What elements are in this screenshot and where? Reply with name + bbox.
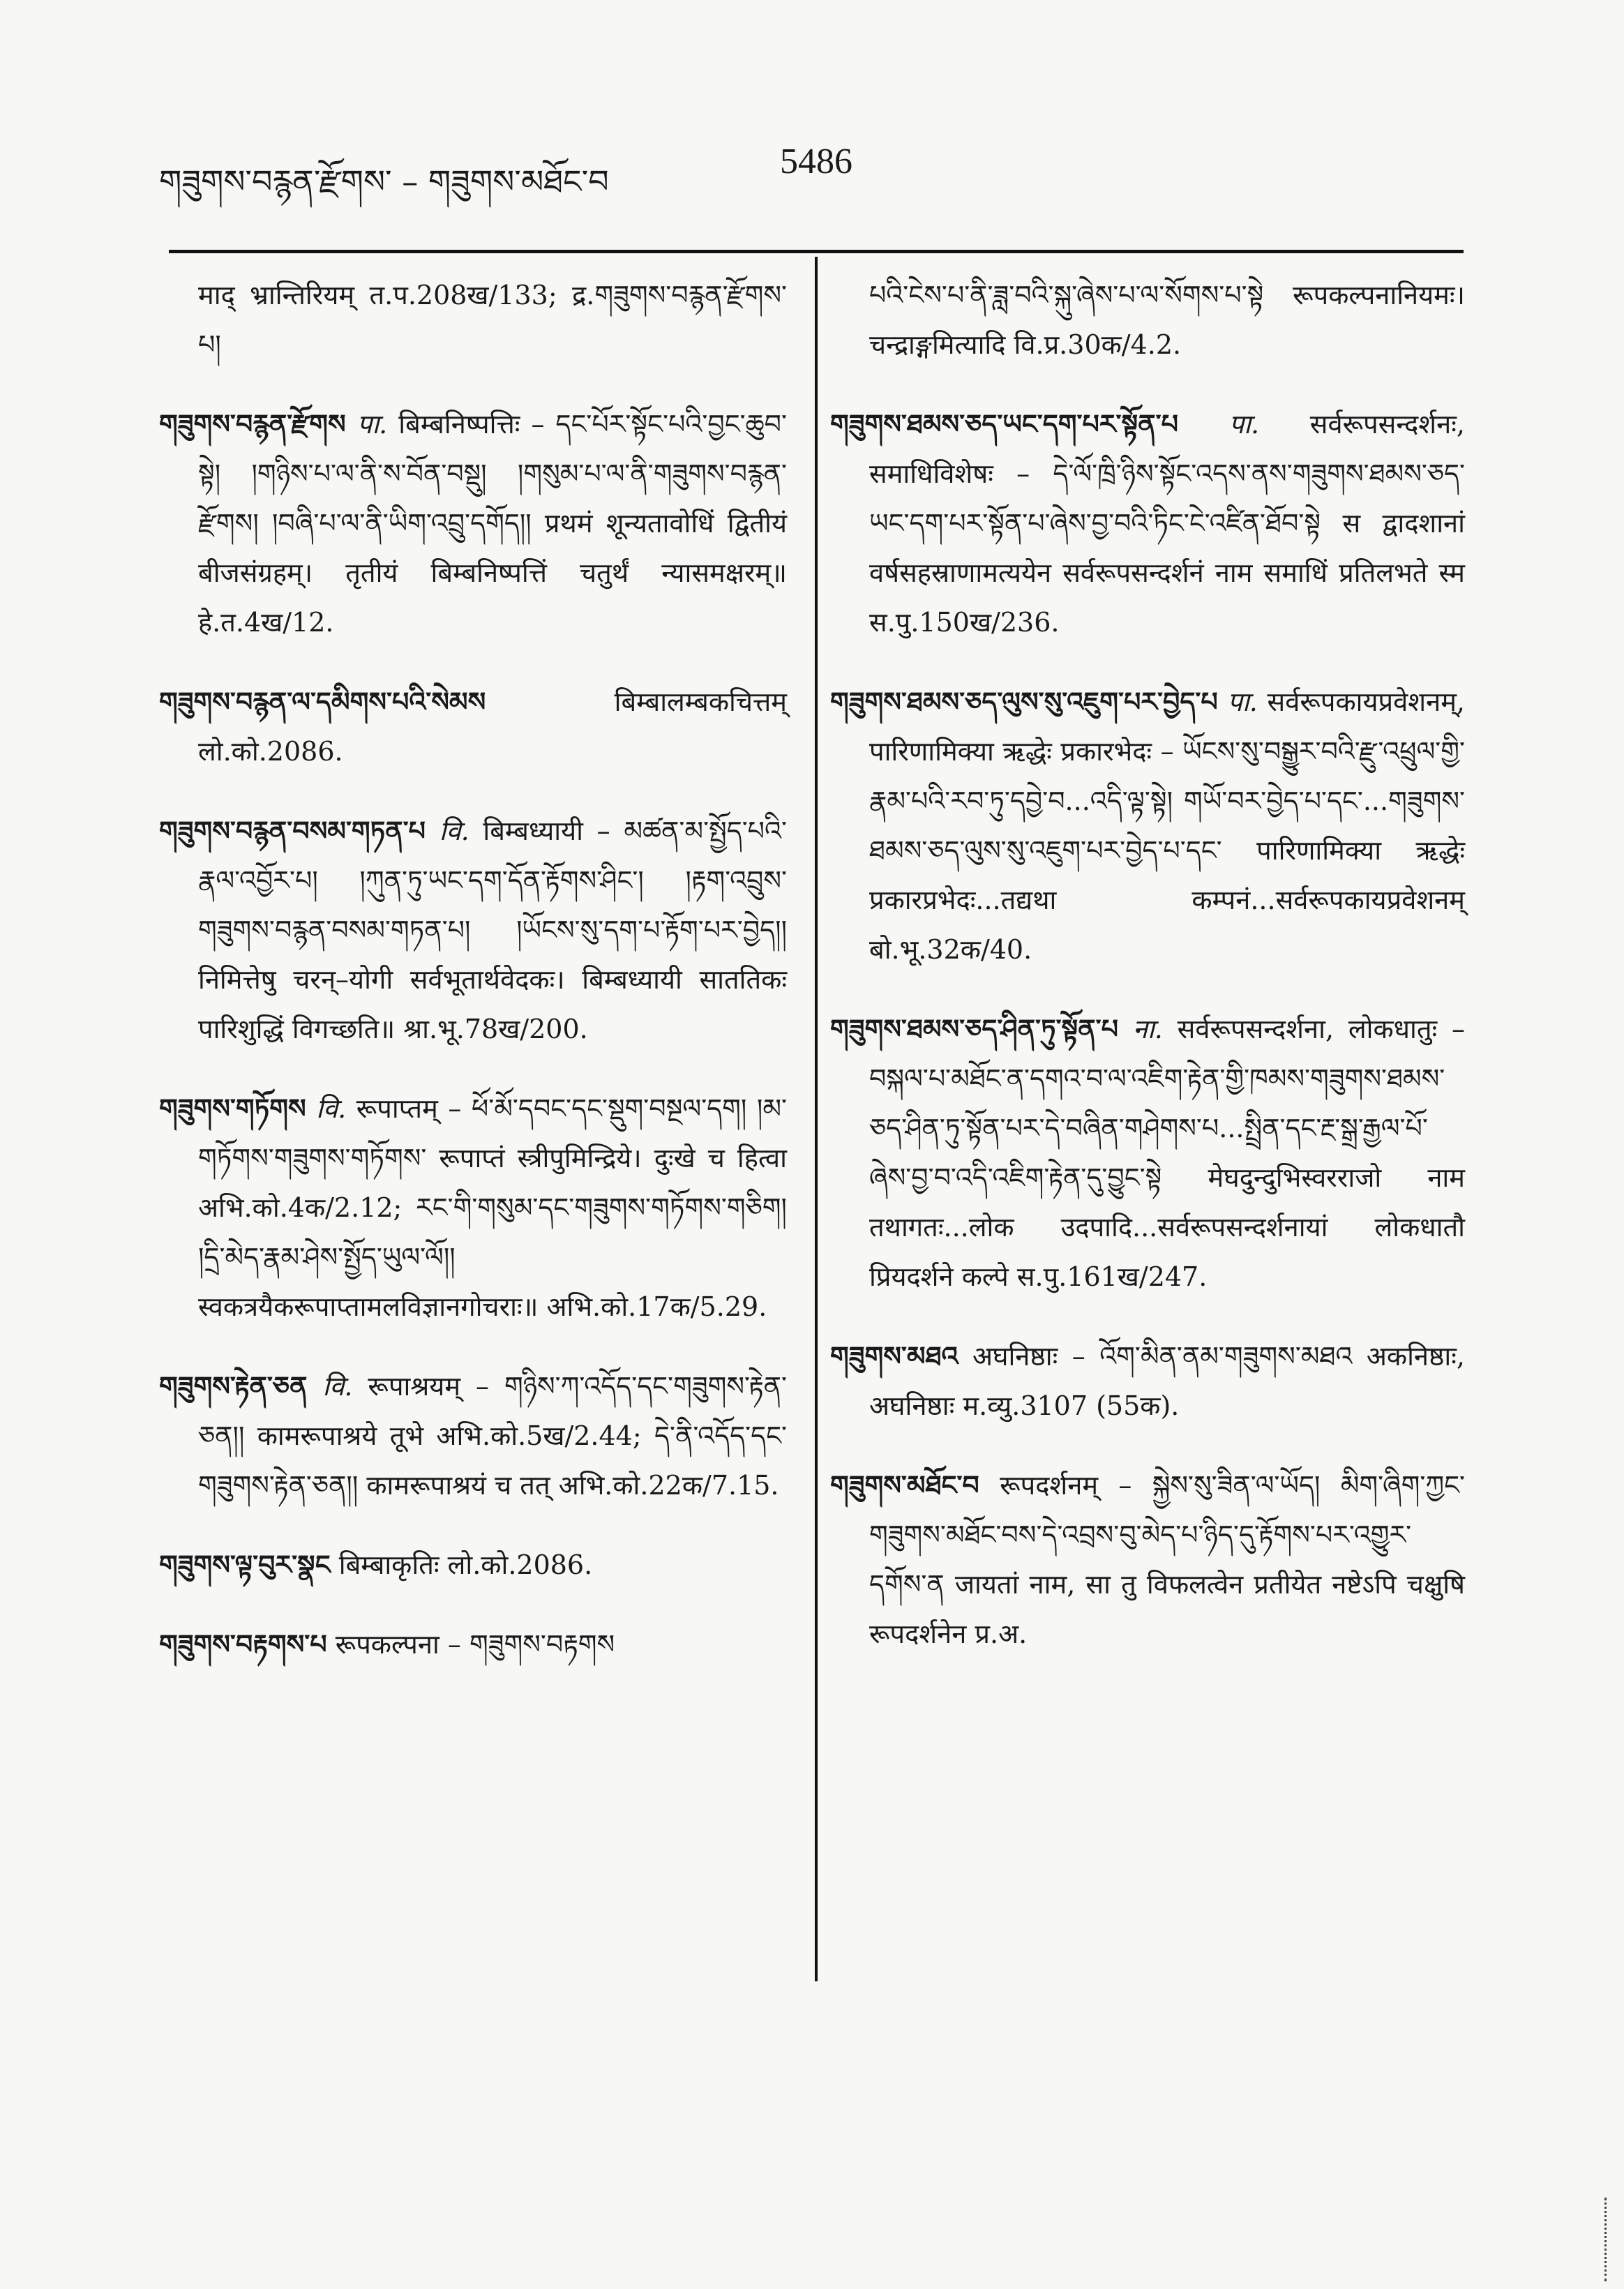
dictionary-entry bbox=[830, 1460, 1465, 1659]
entry-headword: གཟུགས་བརྙན་རྫོགས bbox=[159, 408, 346, 440]
dictionary-entry bbox=[159, 1619, 787, 1669]
entry-text: बिम्बनिष्पत्तिः – དང་པོར་སྟོང་པའི་བྱང་ཆུབ་སྟེ། །གཉིས་པ་ལ་ནི་ས་བོན་བསྡུ། །གསུམ་པ་ལ་ནི་གཟུགས་བརྙན་རྫོགས། །བཞི་པ་ལ་ནི་ཡིག་འབྲུ་དགོད།། प्रथमं शून्यतावोधिं द्वितीयं बीजसंग्रहम्। तृतीयं बिम्बनिष्पत्तिं चतुर्थं न्यासमक्षरम्॥ हे.त.4ख/12. bbox=[198, 409, 787, 638]
dictionary-entry bbox=[159, 1083, 787, 1332]
entry-pos: पा. bbox=[1228, 409, 1260, 440]
dictionary-entry bbox=[830, 1331, 1465, 1431]
dictionary-entry bbox=[830, 677, 1465, 975]
entry-text: अघनिष्ठाः – འོག་མིན་ནམ་གཟུགས་མཐའ अकनिष्ठाः, अघनिष्ठाः म.व्यु.3107 (55क). bbox=[869, 1341, 1465, 1421]
entry-text: པའི་ངེས་པ་ནི་ཟླ་བའི་སྐུ་ཞེས་པ་ལ་སོགས་པ་སྟེ रूपकल्पनानियमः। चन्द्राङ्गमित्यादि वि.प्र.30क/4.2. bbox=[869, 280, 1465, 360]
entry-text: बिम्बध्यायी – མཚན་མ་སྤྱོད་པའི་རྣལ་འབྱོར་པ། །ཀུན་ཏུ་ཡང་དག་དོན་རྟོགས་ཤིང་། །རྟག་འབྲུས་གཟུགས་བརྙན་བསམ་གཏན་པ། །ཡོངས་སུ་དག་པ་རྟོག་པར་བྱེད།། निमित्तेषु चरन्–योगी सर्वभूतार्थवेदकः। बिम्बध्यायी साततिकः पारिशुद्धिं विगच्छति॥ श्रा.भू.78ख/200. bbox=[198, 816, 787, 1044]
entry-text: सर्वरूपसन्दर्शना, लोकधातुः – བསྐལ་པ་མཐོང་ན་དགའ་བ་ལ་འཇིག་རྟེན་གྱི་ཁམས་གཟུགས་ཐམས་ཅད་ཤིན་ཏུ་སྟོན་པར་དེ་བཞིན་གཤེགས་པ...སྤྲིན་དང་རྔ་སྒྲ་རྒྱལ་པོ་ཞེས་བྱ་བ་འདི་འཇིག་རྟེན་དུ་བྱུང་སྟེ मेघदुन्दुभिस्वरराजो नाम तथागतः...लोक उदपादि...सर्वरूपसन्दर्शनायां लोकधातौ प्रियदर्शने कल्पे स.पु.161ख/247. bbox=[869, 1014, 1465, 1292]
entry-text: बिम्बाकृतिः लो.को.2086. bbox=[338, 1549, 593, 1580]
entry-headword: གཟུགས་མཐའ bbox=[830, 1340, 958, 1372]
dictionary-entry bbox=[159, 399, 787, 647]
entry-text: माद् भ्रान्तिरियम् त.प.208ख/133; द्र.གཟུགས་བརྙན་རྫོགས་པ། bbox=[198, 280, 787, 360]
column-divider bbox=[815, 257, 818, 1981]
entry-headword: གཟུགས་བརྙན་བསམ་གཏན་པ bbox=[159, 815, 426, 846]
dictionary-entry bbox=[159, 1361, 787, 1510]
entry-headword: གཟུགས་བརྙན་ལ་དམིགས་པའི་སེམས bbox=[159, 686, 486, 717]
entry-pos: वि. bbox=[322, 1371, 353, 1402]
dictionary-entry bbox=[830, 399, 1465, 647]
dictionary-entry bbox=[159, 271, 787, 370]
entry-pos: पा. bbox=[356, 409, 388, 440]
dictionary-entry bbox=[159, 677, 787, 776]
entry-headword: གཟུགས་མཐོང་བ bbox=[830, 1469, 979, 1501]
running-head: གཟུགས་བརྙན་རྫོགས་ – གཟུགས་མཐོང་བ bbox=[159, 163, 609, 200]
dictionary-entry bbox=[830, 1004, 1465, 1302]
entry-text: बिम्बालम्बकचित्तम् लो.को.2086. bbox=[198, 686, 787, 767]
dictionary-entry bbox=[830, 271, 1465, 370]
entry-text: रूपकल्पना – གཟུགས་བརྟགས bbox=[335, 1629, 615, 1660]
entry-text: रूपाश्रयम् – གཉིས་ཀ་འདོད་དང་གཟུགས་རྟེན་ཅན།། कामरूपाश्रये तूभे अभि.को.5ख/2.44; དེ་ནི་འདོད་དང་གཟུགས་རྟེན་ཅན།། कामरूपाश्रयं च तत् अभि.को.22क/7.15. bbox=[198, 1371, 787, 1501]
entry-pos: पा. bbox=[1227, 686, 1258, 717]
entry-pos: ना. bbox=[1132, 1014, 1163, 1044]
right-column bbox=[830, 271, 1465, 1688]
entry-text: रूपदर्शनम् – སྐྱེས་སུ་ཟིན་ལ་ཡོད། མིག་ཞིག་ཀྱང་གཟུགས་མཐོང་བས་དེ་འབྲས་བུ་མེད་པ་ཉིད་དུ་རྟོགས་པར་འགྱུར་དགོས་ན जायतां नाम, सा तु विफलत्वेन प्रतीयेत नष्टेऽपि चक्षुषि रूपदर्शनेन प्र.अ. bbox=[869, 1470, 1465, 1649]
entry-text: रूपाप्तम् – ཕོ་མོ་དབང་དང་སྡུག་བསྔལ་དག། །མ་གཏོགས་གཟུགས་གཏོགས་ रूपाप्तं स्त्रीपुमिन्द्रिये। दुःखे च हित्वा अभि.को.4क/2.12; རང་གི་གསུམ་དང་གཟུགས་གཏོགས་གཅིག། །དྲི་མེད་རྣམ་ཤེས་སྤྱོད་ཡུལ་ལོ།། स्वकत्रयैकरूपाप्तामलविज्ञानगोचराः॥ अभि.को.17क/5.29. bbox=[198, 1093, 787, 1322]
page-number: 5486 bbox=[780, 142, 852, 181]
entry-headword: གཟུགས་བརྟགས་པ bbox=[159, 1628, 327, 1660]
entry-text: सर्वरूपसन्दर्शनः, समाधिविशेषः – དེ་ལོ་ཁྲི་ཉིས་སྟོང་འདས་ནས་གཟུགས་ཐམས་ཅད་ཡང་དག་པར་སྟོན་པ་ཞེས་བྱ་བའི་ཏིང་ངེ་འཛིན་ཐོབ་སྟེ स द्वादशानां वर्षसहस्राणामत्ययेन सर्वरूपसन्दर्शनं नाम समाधिं प्रतिलभते स्म स.पु.150ख/236. bbox=[869, 409, 1465, 638]
entry-headword: གཟུགས་ཐམས་ཅད་ཡང་དག་པར་སྟོན་པ bbox=[830, 408, 1178, 440]
entry-pos: वि. bbox=[439, 816, 469, 846]
entry-text: सर्वरूपकायप्रवेशनम्, पारिणामिक्या ऋद्धेः प्रकारभेदः – ཡོངས་སུ་བསྒྱུར་བའི་རྫུ་འཕྲུལ་གྱི་རྣམ་པའི་རབ་ཏུ་དབྱེ་བ...འདི་ལྟ་སྟེ། གཡོ་བར་བྱེད་པ་དང་...གཟུགས་ཐམས་ཅད་ལུས་སུ་འཇུག་པར་བྱེད་པ་དང་ पारिणामिक्या ऋद्धेः प्रकारप्रभेदः...तद्यथा कम्पनं...सर्वरूपकायप्रवेशनम् बो.भू.32क/40. bbox=[869, 686, 1465, 965]
entry-headword: གཟུགས་ཐམས་ཅད་ལུས་སུ་འཇུག་པར་བྱེད་པ bbox=[830, 686, 1218, 717]
dictionary-entry bbox=[159, 1540, 787, 1590]
header-rule bbox=[169, 250, 1464, 253]
scan-edge-mark bbox=[1604, 2198, 1619, 2281]
dictionary-entry bbox=[159, 806, 787, 1054]
left-column bbox=[159, 271, 787, 1699]
entry-headword: གཟུགས་གཏོགས bbox=[159, 1093, 306, 1124]
entry-headword: གཟུགས་ལྟ་བུར་སྣང bbox=[159, 1549, 331, 1580]
entry-headword: གཟུགས་ཐམས་ཅད་ཤིན་ཏུ་སྟོན་པ bbox=[830, 1013, 1118, 1044]
entry-pos: वि. bbox=[316, 1093, 347, 1124]
entry-headword: གཟུགས་རྟེན་ཅན bbox=[159, 1370, 308, 1402]
